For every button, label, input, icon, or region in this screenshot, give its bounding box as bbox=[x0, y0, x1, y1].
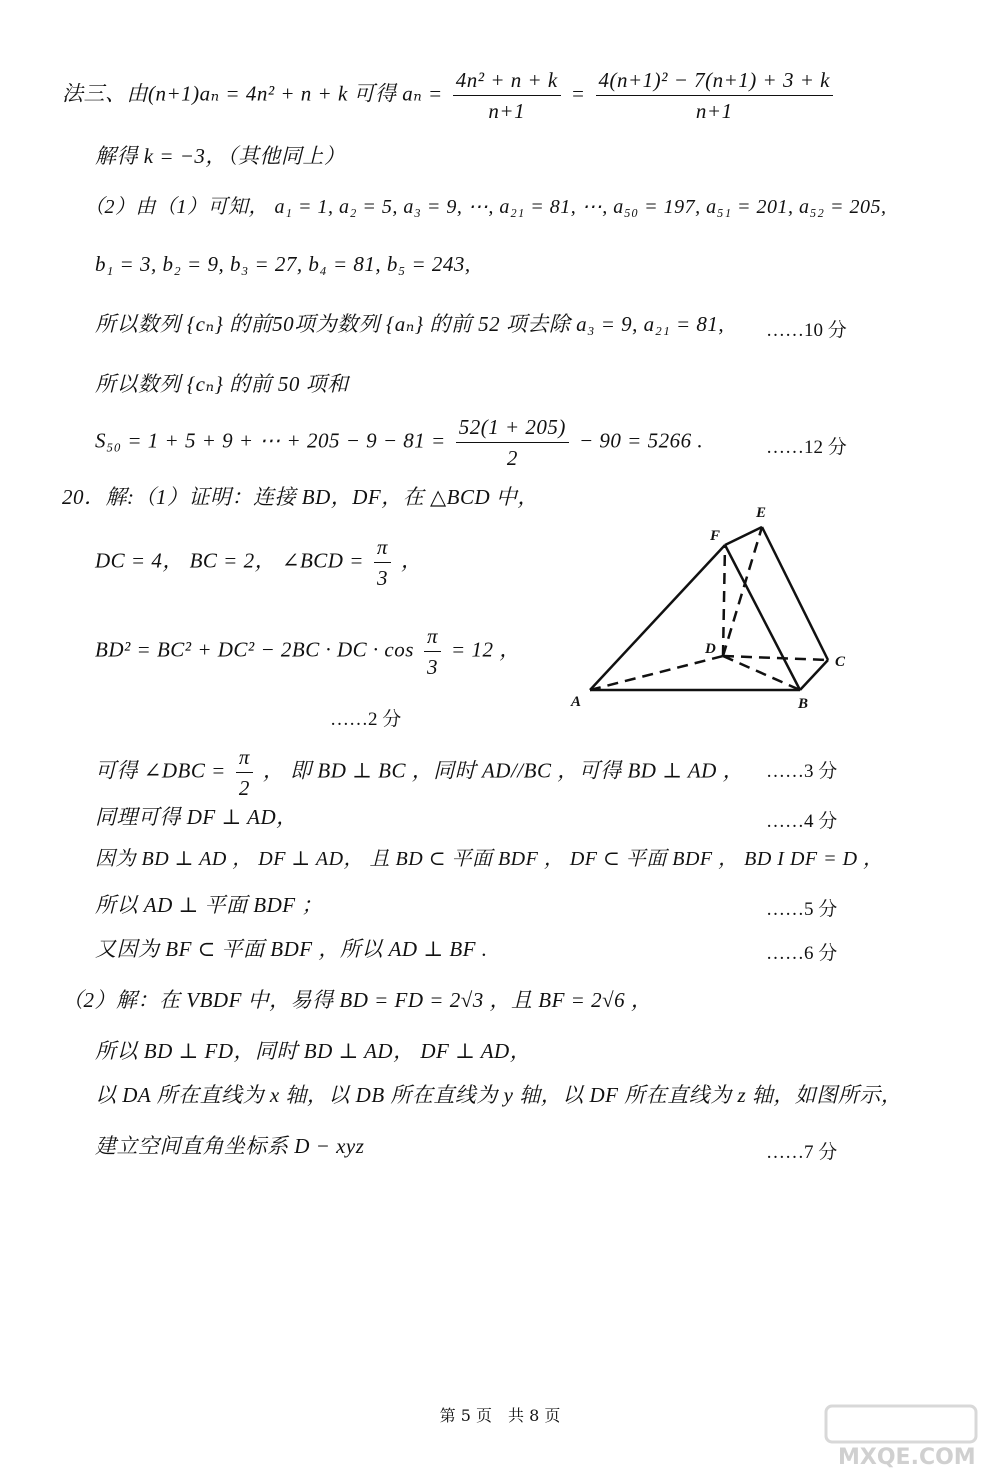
part2b-line: （2）解：在 VBDF 中，易得 BD = FD = 2√3 ，且 BF = 2√6 ， bbox=[62, 988, 653, 1012]
fraction-denominator: 3 bbox=[426, 655, 438, 680]
label-C: C bbox=[835, 654, 846, 670]
watermark-logo bbox=[818, 1404, 988, 1470]
method3-line bbox=[62, 68, 837, 123]
edge-DC bbox=[723, 656, 828, 660]
score-2: ……2 分 bbox=[330, 709, 402, 730]
score-6: ……6 分 bbox=[766, 943, 838, 964]
fraction-numerator: 4n² + n + k bbox=[453, 68, 561, 96]
edge-EC bbox=[762, 527, 828, 660]
fraction-numerator: π bbox=[424, 624, 441, 652]
score-12: ……12 分 bbox=[766, 437, 847, 458]
coordinate-system-line: 建立空间直角坐标系 D − xyz bbox=[95, 1134, 365, 1158]
bd-squared-end: = 12 ， bbox=[451, 637, 521, 662]
fraction-numerator: 52(1 + 205) bbox=[456, 415, 569, 443]
edge-BC bbox=[800, 660, 828, 690]
axes-line: 以 DA 所在直线为 x 轴，以 DB 所在直线为 y 轴，以 DF 所在直线为 z 轴，如图所示， bbox=[95, 1083, 903, 1107]
pi-over-3 bbox=[374, 535, 391, 590]
geometry-figure bbox=[560, 500, 860, 720]
fraction-numerator: 4(n+1)² − 7(n+1) + 3 + k bbox=[596, 68, 833, 96]
dc-bc-end: ， bbox=[401, 548, 423, 573]
score-10: ……10 分 bbox=[766, 320, 847, 341]
dbc-pre: 可得 ∠DBC = bbox=[95, 758, 226, 783]
edge-DE bbox=[723, 527, 762, 656]
b-sequence-line: b₁ = 3, b₂ = 9, b₃ = 27, b₄ = 81, b₅ = 243, bbox=[95, 252, 471, 276]
fraction-numerator: π bbox=[236, 745, 253, 773]
bd-squared-line bbox=[95, 624, 521, 679]
fraction-denominator: 2 bbox=[506, 446, 518, 471]
score-3: ……3 分 bbox=[766, 761, 838, 782]
label-A: A bbox=[571, 694, 582, 710]
s50-left: S₅₀ = 1 + 5 + 9 + ⋯ + 205 − 9 − 81 = bbox=[95, 428, 446, 453]
c-sum-intro-line: 所以数列 {cₙ} 的前 50 项和 bbox=[95, 372, 349, 396]
edge-FB bbox=[725, 545, 800, 690]
dbc-line bbox=[95, 745, 744, 800]
label-E: E bbox=[756, 505, 767, 521]
edge-AD bbox=[590, 656, 723, 690]
s50-right: − 90 = 5266 . bbox=[578, 428, 704, 453]
method3-fraction-2 bbox=[596, 68, 833, 123]
ad-bf-line: 又因为 BF ⊂ 平面 BDF ，所以 AD ⊥ BF . bbox=[95, 937, 488, 961]
edge-DB bbox=[723, 656, 800, 690]
score-5: ……5 分 bbox=[766, 899, 838, 920]
method3-text: 法三、由(n+1)aₙ = 4n² + n + k 可得 aₙ = bbox=[62, 81, 443, 106]
pi-over-2 bbox=[236, 745, 253, 800]
page-footer: 第 5 页 共 8 页 bbox=[439, 1406, 561, 1425]
score-4: ……4 分 bbox=[766, 811, 838, 832]
score-7: ……7 分 bbox=[766, 1142, 838, 1163]
edge-AF bbox=[590, 545, 725, 690]
watermark-text: MXQE.COM bbox=[838, 1445, 976, 1470]
bd-squared-text: BD² = BC² + DC² − 2BC · DC · cos bbox=[95, 637, 414, 662]
label-F: F bbox=[710, 528, 721, 544]
question-20-line: 20．解:（1）证明：连接 BD，DF，在 △BCD 中， bbox=[62, 485, 539, 509]
because-line: 因为 BD ⊥ AD ， DF ⊥ AD， 且 BD ⊂ 平面 BDF ， DF ⊂ 平面 BDF ， BD I DF = D ， bbox=[95, 848, 884, 870]
edge-DF bbox=[723, 545, 725, 656]
s50-fraction bbox=[456, 415, 569, 470]
fraction-denominator: n+1 bbox=[488, 99, 526, 124]
dc-bc-line bbox=[95, 535, 423, 590]
s50-line bbox=[95, 415, 703, 470]
dc-bc-text: DC = 4， BC = 2， ∠BCD = bbox=[95, 548, 364, 573]
equals-sign: = bbox=[570, 81, 586, 106]
fraction-denominator: 2 bbox=[238, 776, 250, 801]
fraction-denominator: n+1 bbox=[695, 99, 733, 124]
bd-fd-line: 所以 BD ⊥ FD，同时 BD ⊥ AD， DF ⊥ AD， bbox=[95, 1039, 532, 1063]
df-ad-line: 同理可得 DF ⊥ AD， bbox=[95, 805, 298, 829]
fraction-numerator: π bbox=[374, 535, 391, 563]
solve-k-line: 解得 k = −3，（其他同上） bbox=[95, 144, 346, 168]
method3-fraction-1 bbox=[453, 68, 561, 123]
part2-line: （2）由（1）可知， a₁ = 1, a₂ = 5, a₃ = 9, ⋯, a₂₁ = 81, ⋯, a₅₀ = 197, a₅₁ = 201, a₅₂ = 205, bbox=[84, 196, 887, 218]
pi-over-3 bbox=[424, 624, 441, 679]
ad-plane-line: 所以 AD ⊥ 平面 BDF ； bbox=[95, 893, 323, 917]
c-first50-line: 所以数列 {cₙ} 的前50项为数列 {aₙ} 的前 52 项去除 a₃ = 9, a₂₁ = 81, bbox=[95, 312, 725, 336]
dbc-post: ， 即 BD ⊥ BC ，同时 AD//BC ，可得 BD ⊥ AD ， bbox=[262, 758, 745, 783]
label-B: B bbox=[798, 696, 809, 712]
fraction-denominator: 3 bbox=[376, 566, 388, 591]
label-D: D bbox=[705, 641, 716, 657]
